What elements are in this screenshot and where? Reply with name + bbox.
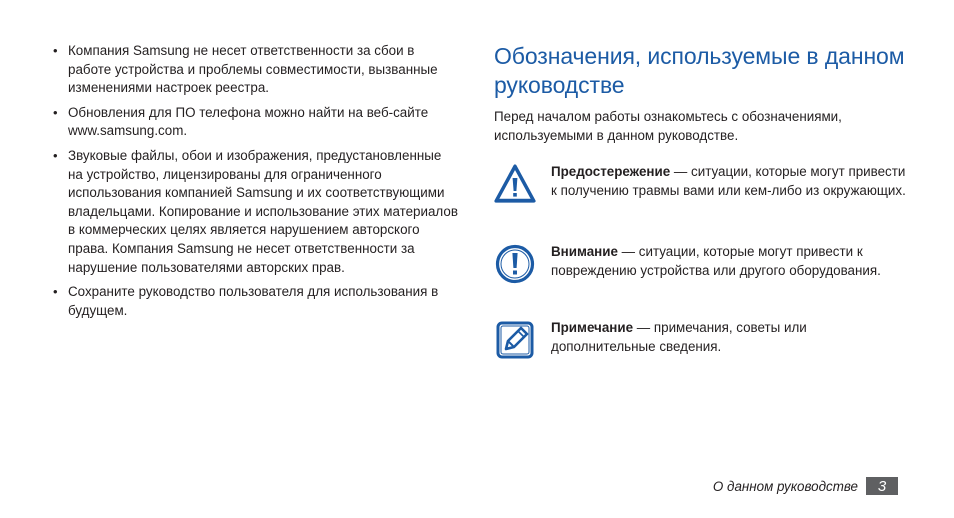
notice-warning	[494, 163, 914, 221]
page-number: 3	[866, 477, 898, 495]
left-column	[52, 42, 458, 326]
page-footer	[713, 477, 898, 495]
section-intro: Перед началом работы ознакомьтесь с обозначениями, используемыми в данном руководстве.	[494, 109, 842, 143]
notice-term: Примечание	[551, 320, 634, 336]
caution-circle-icon	[494, 243, 536, 285]
warning-triangle-icon	[494, 163, 536, 205]
bullet-list	[52, 42, 458, 320]
bullet-dot: •	[53, 147, 58, 163]
bullet-dot: •	[53, 43, 58, 58]
list-item-text: Сохраните руководство пользователя для использования в будущем.	[68, 284, 439, 318]
list-item	[52, 42, 458, 98]
notice-note	[494, 319, 914, 377]
notice-caution	[494, 243, 914, 301]
list-item-text: Компания Samsung не несет ответственности за сбои в работе устройства и проблемы совместимости, вызванные изменениями настроек реестра.	[68, 43, 438, 96]
notice-term: Внимание	[551, 244, 618, 260]
notice-desc: — ситуации, которые могут привести к получению травмы вами или кем-либо из окружающих.	[551, 164, 906, 198]
note-pencil-icon	[494, 319, 536, 361]
bullet-dot: •	[53, 104, 58, 120]
list-item-text: Обновления для ПО телефона можно найти на веб-сайте www.samsung.com.	[68, 104, 429, 139]
bullet-dot: •	[53, 284, 58, 300]
section-title: Обозначения, используемые в данном руководстве	[494, 43, 905, 98]
list-item	[52, 147, 458, 277]
list-item	[52, 104, 458, 141]
right-column	[494, 42, 914, 377]
notice-term: Предостережение	[551, 164, 671, 180]
footer-section-label: О данном руководстве	[712, 478, 858, 494]
notice-desc: — ситуации, которые могут привести к повреждению устройства или другого оборудования.	[551, 244, 881, 278]
list-item-text: Звуковые файлы, обои и изображения, предустановленные на устройство, лицензированы для ограниченного использования компанией Samsung и их соответствующими владельцами. Копирование и использование этих материалов в коммерческих целях является нарушением авторского права. Компания Samsung не несет ответственности за нарушение пользователями авторских прав.	[68, 147, 458, 275]
notice-desc: — примечания, советы или дополнительные сведения.	[551, 320, 807, 354]
list-item	[52, 283, 458, 320]
